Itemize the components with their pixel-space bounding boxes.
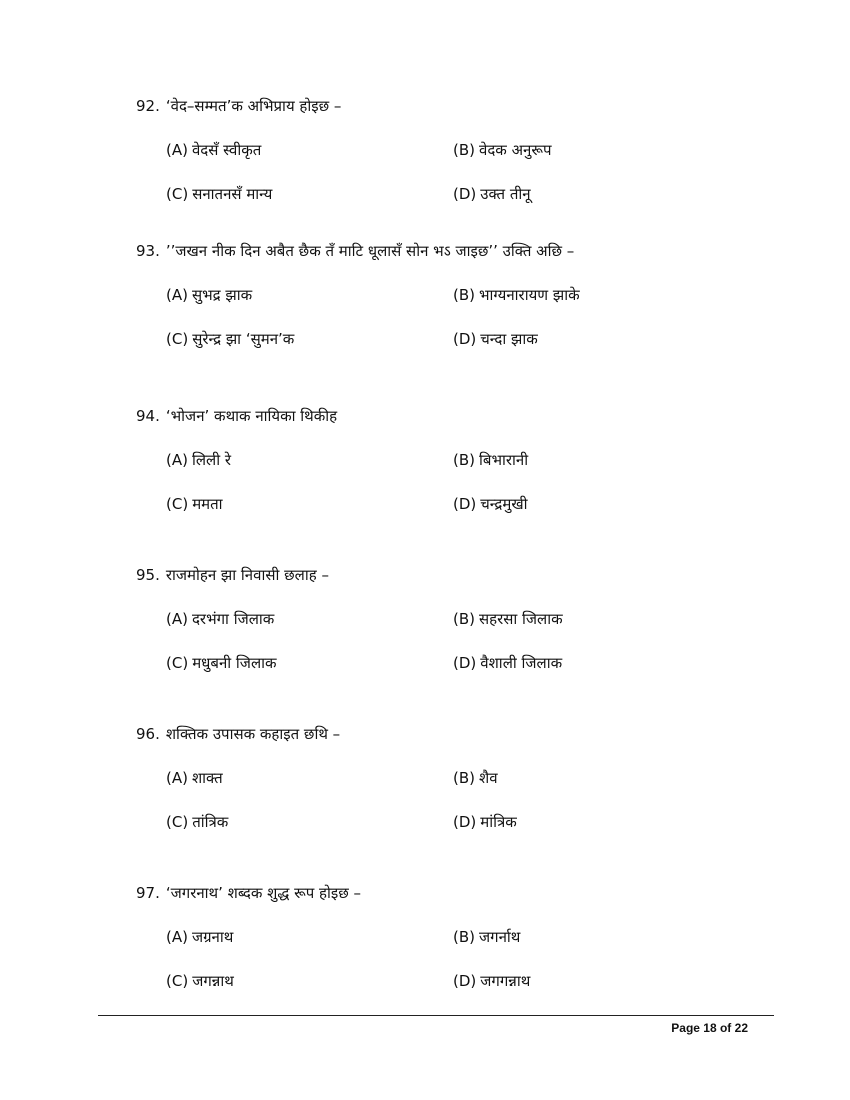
- option-93-a: [166, 285, 252, 305]
- option-92-a: [166, 140, 261, 160]
- option-97-b: [453, 927, 520, 947]
- option-text: सनातनसँ मान्य: [192, 185, 273, 203]
- option-text: वैशाली जिलाक: [480, 654, 563, 672]
- question-93: [136, 241, 574, 261]
- question-text: राजमोहन झा निवासी छलाह –: [165, 566, 329, 584]
- question-text: ‘जगरनाथ’ शब्दक शुद्ध रूप होइछ –: [165, 884, 362, 902]
- option-95-b: [453, 609, 563, 629]
- option-letter: (D): [453, 654, 477, 672]
- option-94-c: [166, 494, 223, 514]
- option-letter: (D): [453, 813, 477, 831]
- option-96-d: [453, 812, 517, 832]
- option-94-d: [453, 494, 528, 514]
- option-letter: (B): [453, 610, 475, 628]
- option-text: बिभारानी: [479, 451, 529, 469]
- option-letter: (C): [166, 654, 189, 672]
- option-92-b: [453, 140, 552, 160]
- option-text: तांत्रिक: [192, 813, 229, 831]
- option-letter: (B): [453, 451, 475, 469]
- option-text: मांत्रिक: [480, 813, 517, 831]
- question-95: [136, 565, 329, 585]
- option-text: जग्रनाथ: [191, 928, 234, 946]
- question-text: ‘वेद–सम्मत’क अभिप्राय होइछ –: [165, 97, 342, 115]
- option-94-a: [166, 450, 231, 470]
- option-text: वेदक अनुरूप: [479, 141, 552, 159]
- option-text: भाग्यनारायण झाके: [479, 286, 580, 304]
- question-number: 92.: [136, 97, 160, 115]
- option-letter: (A): [166, 928, 188, 946]
- option-letter: (C): [166, 495, 189, 513]
- question-96: [136, 724, 340, 744]
- option-text: ममता: [192, 495, 223, 513]
- question-94: [136, 406, 337, 426]
- option-93-c: [166, 329, 294, 349]
- option-text: उक्त तीनू: [480, 185, 531, 203]
- option-letter: (B): [453, 141, 475, 159]
- option-text: शैव: [479, 769, 498, 787]
- option-96-c: [166, 812, 228, 832]
- option-letter: (D): [453, 330, 477, 348]
- option-94-b: [453, 450, 528, 470]
- option-97-c: [166, 971, 234, 991]
- option-93-d: [453, 329, 538, 349]
- option-92-c: [166, 184, 272, 204]
- question-text: ’’जखन नीक दिन अबैत छैक तँ माटि धूलासँ सोन भऽ जाइछ’’ उक्ति अछि –: [165, 242, 575, 260]
- question-number: 97.: [136, 884, 160, 902]
- option-95-d: [453, 653, 562, 673]
- option-text: लिली रे: [191, 451, 231, 469]
- question-number: 95.: [136, 566, 160, 584]
- option-letter: (C): [166, 813, 189, 831]
- option-text: सहरसा जिलाक: [479, 610, 563, 628]
- option-text: वेदसँ स्वीकृत: [191, 141, 262, 159]
- question-number: 94.: [136, 407, 160, 425]
- option-letter: (C): [166, 972, 189, 990]
- option-text: जगन्नाथ: [192, 972, 234, 990]
- option-text: जगगन्नाथ: [480, 972, 531, 990]
- question-number: 96.: [136, 725, 160, 743]
- option-text: दरभंगा जिलाक: [191, 610, 275, 628]
- option-letter: (B): [453, 769, 475, 787]
- page-number: Page 18 of 22: [671, 1021, 748, 1035]
- option-letter: (A): [166, 451, 188, 469]
- option-text: शाक्त: [191, 769, 223, 787]
- question-text: ‘भोजन’ कथाक नायिका थिकीह: [165, 407, 338, 425]
- option-97-d: [453, 971, 530, 991]
- option-93-b: [453, 285, 580, 305]
- option-text: जगर्नाथ: [479, 928, 521, 946]
- option-text: चन्दा झाक: [480, 330, 538, 348]
- option-letter: (A): [166, 769, 188, 787]
- option-letter: (C): [166, 185, 189, 203]
- option-text: सुभद्र झाक: [191, 286, 253, 304]
- option-letter: (D): [453, 185, 477, 203]
- option-95-a: [166, 609, 274, 629]
- option-letter: (A): [166, 286, 188, 304]
- question-text: शक्तिक उपासक कहाइत छथि –: [165, 725, 341, 743]
- option-96-a: [166, 768, 223, 788]
- option-letter: (D): [453, 972, 477, 990]
- option-92-d: [453, 184, 531, 204]
- question-97: [136, 883, 361, 903]
- option-letter: (B): [453, 928, 475, 946]
- option-letter: (C): [166, 330, 189, 348]
- option-letter: (B): [453, 286, 475, 304]
- option-letter: (A): [166, 141, 188, 159]
- option-text: चन्द्रमुखी: [480, 495, 528, 513]
- question-number: 93.: [136, 242, 160, 260]
- option-96-b: [453, 768, 498, 788]
- option-95-c: [166, 653, 277, 673]
- option-text: सुरेन्द्र झा ‘सुमन’क: [192, 330, 295, 348]
- option-letter: (A): [166, 610, 188, 628]
- question-92: [136, 96, 341, 116]
- option-letter: (D): [453, 495, 477, 513]
- footer-divider: [98, 1015, 774, 1016]
- option-text: मधुबनी जिलाक: [192, 654, 277, 672]
- option-97-a: [166, 927, 233, 947]
